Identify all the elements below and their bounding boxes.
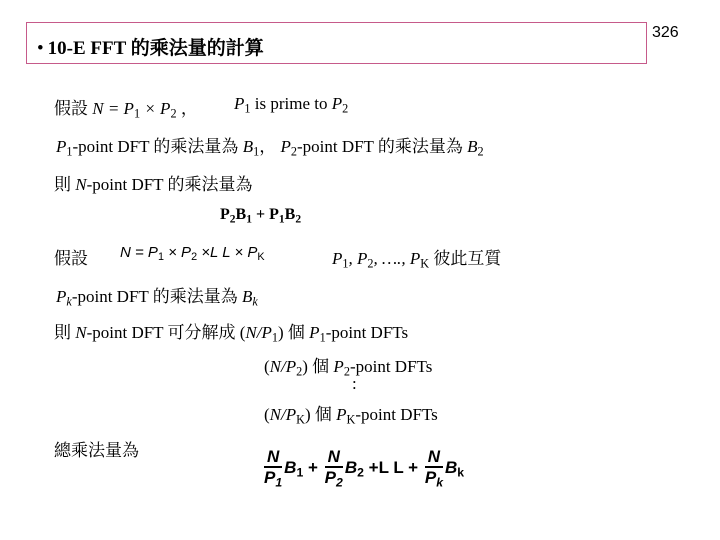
text: -point DFTs bbox=[325, 323, 409, 342]
sub: 1 bbox=[278, 213, 285, 226]
comma: ， bbox=[176, 99, 198, 118]
p: P bbox=[324, 468, 336, 487]
decomposition-line-1 bbox=[54, 318, 408, 346]
sub: K bbox=[346, 412, 356, 427]
numerator: N bbox=[266, 447, 280, 466]
sub: k bbox=[457, 465, 465, 480]
sub: k bbox=[252, 294, 258, 309]
then-line-3 bbox=[54, 170, 253, 195]
prefix: 則 bbox=[54, 323, 76, 342]
sub: K bbox=[296, 412, 305, 427]
plus: + bbox=[251, 206, 270, 223]
p: P bbox=[424, 468, 437, 487]
fraction-k bbox=[425, 448, 443, 489]
vertical-dots: : bbox=[352, 374, 357, 393]
bk: B bbox=[445, 457, 458, 477]
ellipsis-plus: +L L + bbox=[368, 457, 419, 477]
sub: k bbox=[66, 294, 72, 309]
coprime-statement bbox=[332, 244, 501, 272]
total-label: 總乘法量為 bbox=[54, 441, 139, 460]
sub: 2 bbox=[295, 213, 302, 226]
dots: , …., P bbox=[373, 249, 421, 268]
sub: 2 bbox=[290, 144, 297, 159]
numerator: N bbox=[427, 447, 441, 466]
total-formula bbox=[262, 448, 464, 489]
open: ( bbox=[264, 405, 270, 424]
prefix: 假設 bbox=[54, 249, 88, 268]
fraction-1 bbox=[264, 448, 282, 489]
b: B bbox=[242, 287, 253, 306]
assume-prefix: 假設 bbox=[54, 99, 93, 118]
decomposition-line-k bbox=[264, 400, 438, 428]
title-text: 10-E FFT 的乘法量的計算 bbox=[47, 38, 264, 59]
n: N bbox=[75, 175, 87, 194]
p1: P bbox=[56, 137, 67, 156]
sub: 1 bbox=[157, 251, 164, 264]
decomposition-line-2 bbox=[264, 352, 432, 380]
result-formula bbox=[220, 206, 301, 225]
sub: 2 bbox=[296, 364, 303, 379]
sub: 1 bbox=[319, 330, 326, 345]
frac: N/P bbox=[245, 323, 272, 342]
b2: B bbox=[284, 206, 296, 223]
sub: K bbox=[257, 251, 265, 264]
text: -point DFT 可分解成 ( bbox=[86, 323, 246, 342]
fraction-2 bbox=[325, 448, 343, 489]
title-box bbox=[26, 22, 647, 64]
text: -point DFTs bbox=[355, 405, 438, 424]
prime-condition bbox=[234, 94, 348, 117]
sub: 2 bbox=[367, 256, 374, 271]
sub: 2 bbox=[343, 364, 350, 379]
page-number: 326 bbox=[652, 24, 679, 41]
assumption-formula bbox=[120, 244, 265, 263]
sub: 1 bbox=[253, 144, 260, 159]
formula: N = P bbox=[120, 244, 158, 261]
sub: 1 bbox=[275, 475, 283, 490]
text: ) 個 bbox=[302, 357, 334, 376]
text: ) 個 bbox=[278, 323, 310, 342]
sub: k bbox=[436, 475, 443, 490]
text: -point DFT 的乘法量為 bbox=[71, 287, 242, 306]
assumption-line-2 bbox=[54, 244, 88, 269]
sub: 1 bbox=[246, 213, 252, 226]
b1: B bbox=[242, 137, 254, 156]
p2: P bbox=[280, 137, 291, 156]
n: N bbox=[75, 323, 87, 342]
frac: N/P bbox=[269, 357, 297, 376]
sub: 1 bbox=[342, 256, 349, 271]
sub: 2 bbox=[357, 465, 364, 480]
slide-title bbox=[37, 33, 264, 60]
assume-eq: N = P bbox=[92, 99, 134, 118]
frac: N/P bbox=[269, 405, 297, 424]
p1: P bbox=[269, 206, 279, 223]
sub: 2 bbox=[191, 251, 198, 264]
sub: 2 bbox=[336, 475, 343, 490]
b2: B bbox=[344, 457, 358, 477]
denominator bbox=[325, 469, 343, 489]
sub: 1 bbox=[66, 144, 73, 159]
p: P bbox=[264, 468, 276, 487]
assumption-line-1 bbox=[54, 94, 198, 122]
denominator bbox=[264, 469, 282, 489]
denominator bbox=[425, 469, 443, 489]
sub: 1 bbox=[296, 465, 304, 480]
numerator: N bbox=[327, 447, 340, 466]
text: ) 個 bbox=[304, 405, 337, 424]
times: × P bbox=[163, 244, 192, 261]
p: P bbox=[336, 405, 347, 424]
title-bullet: • bbox=[37, 38, 44, 59]
sub: K bbox=[420, 256, 430, 271]
pk-line bbox=[56, 282, 258, 310]
b2: B bbox=[467, 137, 478, 156]
sub: 1 bbox=[244, 101, 251, 116]
p1: P bbox=[234, 94, 245, 113]
p1: P bbox=[332, 249, 343, 268]
prime-text: is prime to bbox=[250, 94, 332, 113]
text: -point DFT 的乘法量為 bbox=[72, 137, 243, 156]
multiplication-line-2 bbox=[56, 132, 484, 160]
sub: 2 bbox=[229, 213, 236, 226]
b1: B bbox=[284, 457, 297, 477]
text: -point DFT 的乘法量為 bbox=[86, 175, 253, 194]
b1: B bbox=[235, 206, 247, 223]
dots: ×L L × P bbox=[197, 244, 258, 261]
sub: 2 bbox=[342, 101, 349, 116]
sep: , P bbox=[348, 249, 368, 268]
sub: 2 bbox=[170, 106, 177, 121]
plus: + bbox=[307, 457, 318, 477]
text: -point DFT 的乘法量為 bbox=[296, 137, 468, 156]
open: ( bbox=[264, 357, 270, 376]
sub: 1 bbox=[133, 106, 141, 121]
p: P bbox=[333, 357, 344, 376]
separator: ， bbox=[259, 137, 277, 156]
text: -point DFTs bbox=[349, 357, 433, 376]
sub: 2 bbox=[477, 144, 484, 159]
assume-times: × P bbox=[140, 99, 171, 118]
p2: P bbox=[331, 94, 343, 113]
sub: 1 bbox=[271, 330, 278, 345]
p: P bbox=[56, 287, 67, 306]
text: 彼此互質 bbox=[429, 249, 502, 268]
p2: P bbox=[220, 206, 230, 223]
p: P bbox=[309, 323, 320, 342]
prefix: 則 bbox=[54, 175, 76, 194]
